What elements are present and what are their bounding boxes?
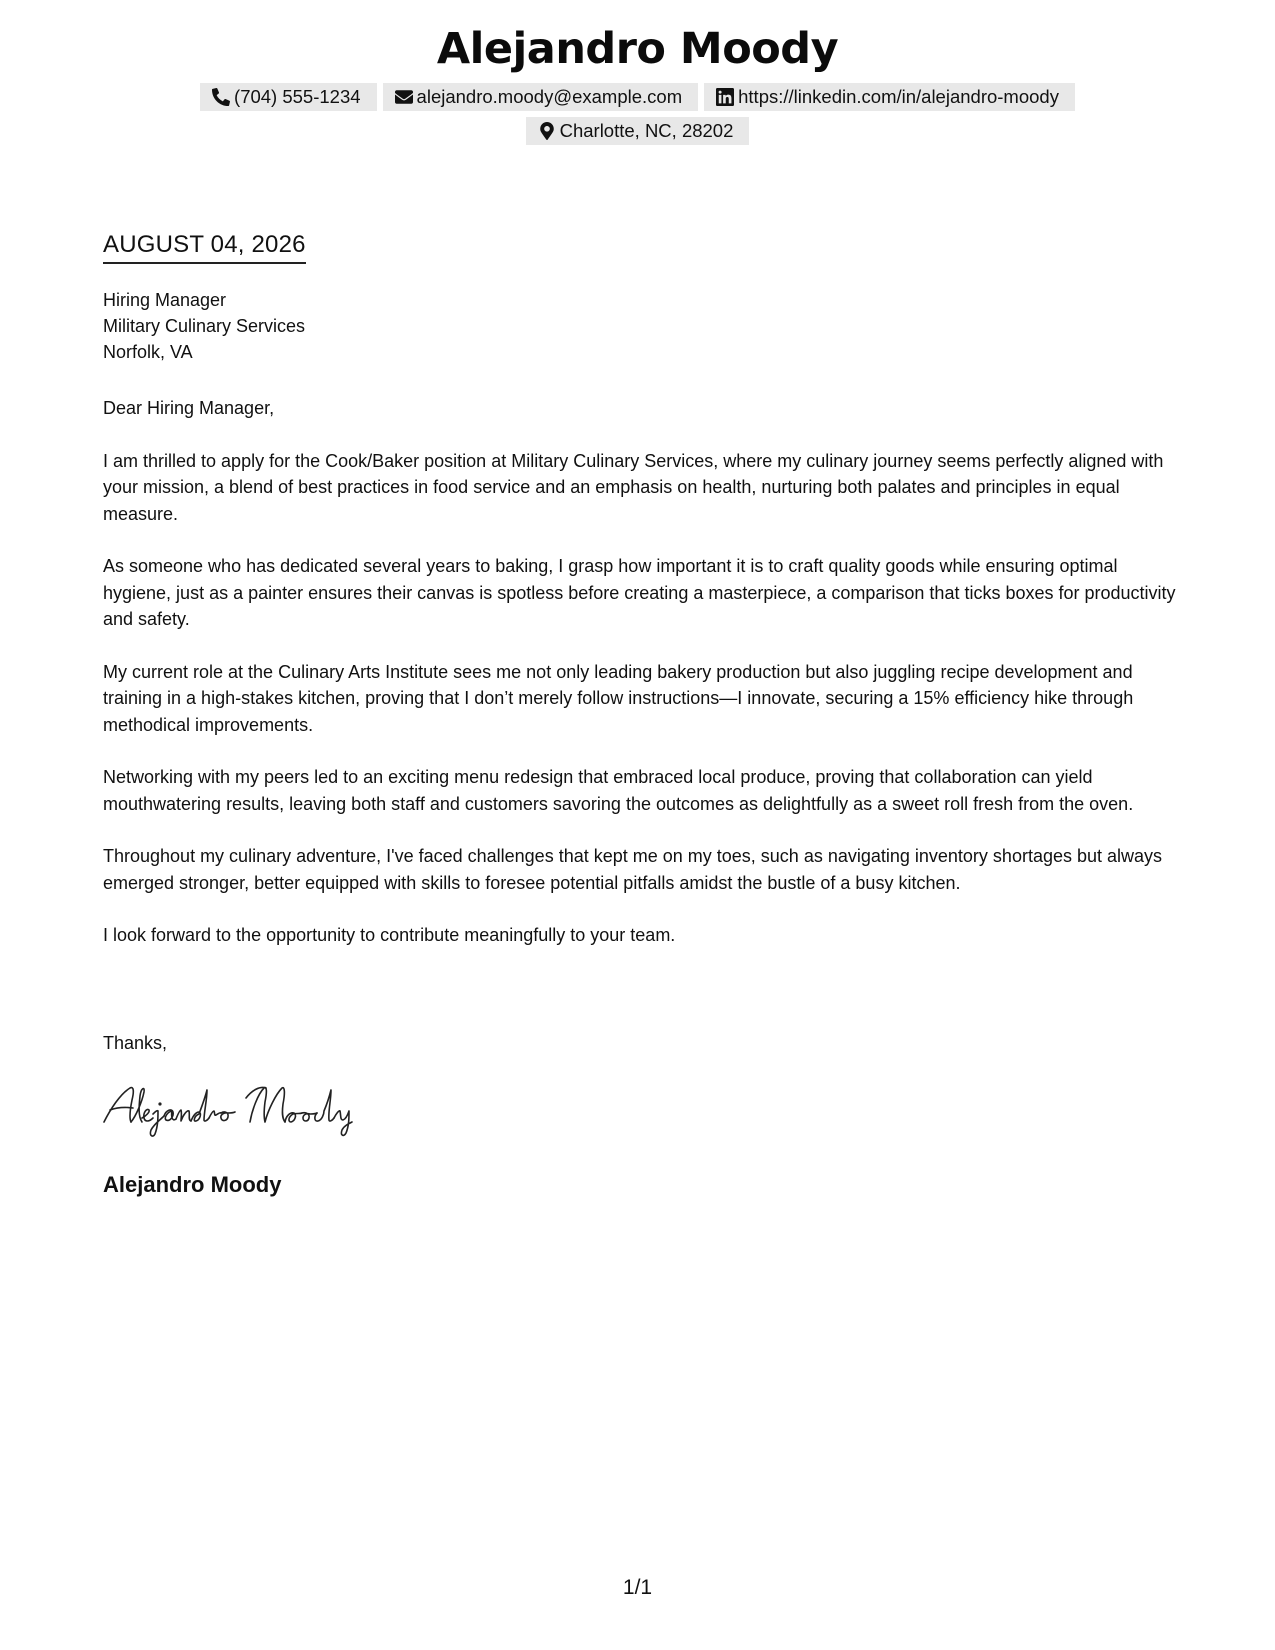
phone-text: (704) 555-1234 <box>234 86 361 107</box>
letter-date: AUGUST 04, 2026 <box>103 230 306 264</box>
resume-header <box>0 20 1275 148</box>
body-paragraph: Throughout my culinary adventure, I've faced challenges that kept me on my toes, such as navigating inventory shortages but always emerged stronger, better equipped with skills to foresee potential pitfalls amidst the bustle of a busy kitchen. <box>103 846 1163 893</box>
envelope-icon <box>395 88 413 106</box>
contact-row-2 <box>0 114 1275 148</box>
email-text: alejandro.moody@example.com <box>416 86 683 107</box>
recipient-block <box>103 287 305 365</box>
recipient-title: Hiring Manager <box>103 290 227 310</box>
phone-chip <box>200 83 377 111</box>
signer-name: Alejandro Moody <box>103 1172 282 1197</box>
map-pin-icon <box>538 122 556 140</box>
location-chip <box>526 117 750 145</box>
email-chip[interactable] <box>383 83 699 111</box>
body-paragraph: As someone who has dedicated several years to baking, I grasp how important it is to craft quality goods while ensuring optimal hygiene, just as a painter ensures their canvas is spotless before creating a masterpiece, a comparison that ticks boxes for productivity and safety. <box>103 556 1176 629</box>
closing: Thanks, <box>103 1033 168 1053</box>
body-paragraph: I am thrilled to apply for the Cook/Baker position at Military Culinary Services, where my culinary journey seems perfectly aligned with your mission, a blend of best practices in food service and an emphasis on health, nurturing both palates and principles in equal measure. <box>103 450 1164 524</box>
linkedin-text: https://linkedin.com/in/alejandro-moody <box>738 86 1059 107</box>
body-paragraph: Networking with my peers led to an exciting menu redesign that embraced local produce, proving that collaboration can yield mouthwatering results, leaving both staff and customers savoring the outcomes as delightfully as a sweet roll fresh from the oven. <box>103 767 1134 814</box>
phone-icon <box>212 88 230 106</box>
body-paragraph: I look forward to the opportunity to contribute meaningfully to your team. <box>103 925 676 945</box>
linkedin-chip[interactable] <box>704 83 1075 111</box>
recipient-company: Military Culinary Services <box>103 316 306 336</box>
location-text: Charlotte, NC, 28202 <box>559 120 734 141</box>
letter-body <box>103 395 1183 975</box>
body-paragraph: My current role at the Culinary Arts Institute sees me not only leading bakery production but also juggling recipe development and training in a high-stakes kitchen, proving that I don’t merely follow instructions—I innovate, securing a 15% efficiency hike through methodical improvements. <box>103 661 1134 735</box>
applicant-name: Alejandro Moody <box>436 24 839 74</box>
handwritten-signature <box>100 1080 370 1138</box>
contact-info <box>0 80 1275 148</box>
recipient-location: Norfolk, VA <box>103 342 193 362</box>
page-number: 1/1 <box>622 1576 653 1599</box>
salutation: Dear Hiring Manager, <box>103 398 275 418</box>
linkedin-icon <box>716 88 734 106</box>
contact-row-1 <box>0 80 1275 114</box>
